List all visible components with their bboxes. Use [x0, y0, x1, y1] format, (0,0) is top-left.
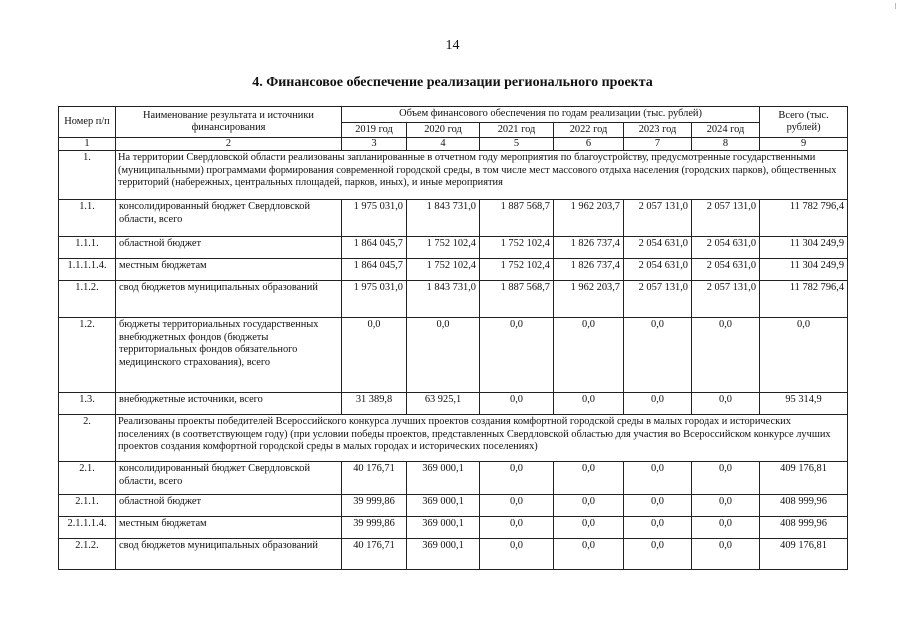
row-name: внебюджетные источники, всего [116, 393, 342, 415]
column-number: 5 [480, 138, 554, 151]
section-description: Реализованы проекты победителей Всероссийского конкурса лучших проектов создания комфортной городской среды в малых городах и исторических поселениях (в соответствующем году) (при условии победы проектов, представленных Свердловской областью для участия во Всероссийском конкурсе лучших проектов создания комфортной городской среды в малых городах и исторических поселениях) [116, 415, 848, 462]
value-2020: 1 843 731,0 [407, 281, 480, 318]
value-2021: 0,0 [480, 517, 554, 539]
value-2020: 369 000,1 [407, 462, 480, 495]
header-year: 2021 год [480, 122, 554, 138]
header-num: Номер п/п [59, 107, 116, 138]
header-year: 2023 год [624, 122, 692, 138]
value-2019: 31 389,8 [342, 393, 407, 415]
row-number: 1.1.2. [59, 281, 116, 318]
financing-table [58, 106, 848, 570]
value-2023: 2 057 131,0 [624, 200, 692, 237]
table-row [59, 281, 848, 318]
value-2023: 2 057 131,0 [624, 281, 692, 318]
value-total: 11 782 796,4 [760, 200, 848, 237]
value-2021: 1 887 568,7 [480, 281, 554, 318]
row-number: 1. [59, 151, 116, 200]
value-2023: 0,0 [624, 495, 692, 517]
value-total: 0,0 [760, 318, 848, 393]
value-total: 409 176,81 [760, 462, 848, 495]
row-name: свод бюджетов муниципальных образований [116, 539, 342, 570]
financing-table-wrapper [58, 106, 847, 570]
header-name: Наименование результата и источники финансирования [116, 107, 342, 138]
column-number: 8 [692, 138, 760, 151]
value-total: 95 314,9 [760, 393, 848, 415]
value-2023: 2 054 631,0 [624, 259, 692, 281]
table-row [59, 517, 848, 539]
row-name: бюджеты территориальных государственных внебюджетных фондов (бюджеты территориальных фондов обязательного медицинского страхования), всего [116, 318, 342, 393]
value-2024: 2 057 131,0 [692, 200, 760, 237]
value-2023: 0,0 [624, 517, 692, 539]
value-total: 11 782 796,4 [760, 281, 848, 318]
column-number: 3 [342, 138, 407, 151]
value-2024: 0,0 [692, 462, 760, 495]
row-number: 2. [59, 415, 116, 462]
value-2019: 1 975 031,0 [342, 200, 407, 237]
table-row [59, 318, 848, 393]
row-number: 1.3. [59, 393, 116, 415]
value-2019: 1 864 045,7 [342, 259, 407, 281]
value-total: 11 304 249,9 [760, 237, 848, 259]
value-2024: 2 054 631,0 [692, 259, 760, 281]
table-row [59, 495, 848, 517]
value-2022: 0,0 [554, 495, 624, 517]
header-total: Всего (тыс. рублей) [760, 107, 848, 138]
value-2024: 0,0 [692, 318, 760, 393]
value-2023: 0,0 [624, 539, 692, 570]
value-2024: 0,0 [692, 495, 760, 517]
row-name: областной бюджет [116, 237, 342, 259]
value-2020: 369 000,1 [407, 539, 480, 570]
table-row [59, 462, 848, 495]
value-2020: 0,0 [407, 318, 480, 393]
row-number: 1.2. [59, 318, 116, 393]
section-title: 4. Финансовое обеспечение реализации регионального проекта [252, 75, 653, 90]
header-row [59, 107, 848, 123]
column-number: 9 [760, 138, 848, 151]
header-volume: Объем финансового обеспечения по годам реализации (тыс. рублей) [342, 107, 760, 123]
table-row [59, 393, 848, 415]
value-2021: 0,0 [480, 539, 554, 570]
table-row [59, 539, 848, 570]
value-2021: 1 752 102,4 [480, 237, 554, 259]
column-number: 4 [407, 138, 480, 151]
table-row [59, 237, 848, 259]
header-year: 2024 год [692, 122, 760, 138]
value-2022: 0,0 [554, 318, 624, 393]
value-2020: 1 752 102,4 [407, 237, 480, 259]
value-2021: 0,0 [480, 318, 554, 393]
value-2023: 0,0 [624, 393, 692, 415]
section-description: На территории Свердловской области реализованы запланированные в отчетном году мероприятия по благоустройству, предусмотренные государственными (муниципальными) программами формирования современной городской среды, в том числе мест массового отдыха населения (городских парков), общественных территорий (набережных, центральных площадей, парков, иных), и иные мероприятия [116, 151, 848, 200]
table-row [59, 259, 848, 281]
value-2020: 369 000,1 [407, 495, 480, 517]
value-total: 408 999,96 [760, 517, 848, 539]
column-number: 6 [554, 138, 624, 151]
section-row [59, 415, 848, 462]
value-total: 11 304 249,9 [760, 259, 848, 281]
column-number: 2 [116, 138, 342, 151]
value-2019: 39 999,86 [342, 495, 407, 517]
row-name: свод бюджетов муниципальных образований [116, 281, 342, 318]
row-name: областной бюджет [116, 495, 342, 517]
column-numbers-row [59, 138, 848, 151]
value-2023: 0,0 [624, 318, 692, 393]
value-2022: 0,0 [554, 539, 624, 570]
row-name: местным бюджетам [116, 259, 342, 281]
value-2021: 0,0 [480, 462, 554, 495]
value-2024: 2 054 631,0 [692, 237, 760, 259]
value-2022: 1 962 203,7 [554, 281, 624, 318]
column-number: 7 [624, 138, 692, 151]
value-2020: 1 843 731,0 [407, 200, 480, 237]
header-year: 2022 год [554, 122, 624, 138]
value-2024: 2 057 131,0 [692, 281, 760, 318]
value-2022: 0,0 [554, 393, 624, 415]
value-2019: 1 864 045,7 [342, 237, 407, 259]
value-2021: 0,0 [480, 495, 554, 517]
value-2024: 0,0 [692, 393, 760, 415]
column-number: 1 [59, 138, 116, 151]
value-2022: 0,0 [554, 462, 624, 495]
value-2022: 1 826 737,4 [554, 259, 624, 281]
value-2022: 1 826 737,4 [554, 237, 624, 259]
row-name: местным бюджетам [116, 517, 342, 539]
value-2024: 0,0 [692, 539, 760, 570]
value-2019: 0,0 [342, 318, 407, 393]
row-name: консолидированный бюджет Свердловской области, всего [116, 462, 342, 495]
section-row [59, 151, 848, 200]
row-number: 1.1.1. [59, 237, 116, 259]
row-number: 2.1.1. [59, 495, 116, 517]
value-2020: 63 925,1 [407, 393, 480, 415]
value-2021: 1 887 568,7 [480, 200, 554, 237]
value-2023: 2 054 631,0 [624, 237, 692, 259]
value-total: 409 176,81 [760, 539, 848, 570]
value-2022: 0,0 [554, 517, 624, 539]
value-2022: 1 962 203,7 [554, 200, 624, 237]
row-number: 1.1.1.1.4. [59, 259, 116, 281]
table-row [59, 200, 848, 237]
value-2024: 0,0 [692, 517, 760, 539]
header-year: 2020 год [407, 122, 480, 138]
row-name: консолидированный бюджет Свердловской области, всего [116, 200, 342, 237]
value-2020: 1 752 102,4 [407, 259, 480, 281]
row-number: 2.1.2. [59, 539, 116, 570]
value-2019: 40 176,71 [342, 462, 407, 495]
page-number: 14 [445, 38, 460, 53]
value-2019: 40 176,71 [342, 539, 407, 570]
value-2021: 1 752 102,4 [480, 259, 554, 281]
row-number: 1.1. [59, 200, 116, 237]
row-number: 2.1.1.1.4. [59, 517, 116, 539]
header-year: 2019 год [342, 122, 407, 138]
value-2019: 1 975 031,0 [342, 281, 407, 318]
value-2019: 39 999,86 [342, 517, 407, 539]
row-number: 2.1. [59, 462, 116, 495]
value-2021: 0,0 [480, 393, 554, 415]
value-total: 408 999,96 [760, 495, 848, 517]
scan-artifact [895, 3, 896, 9]
value-2020: 369 000,1 [407, 517, 480, 539]
value-2023: 0,0 [624, 462, 692, 495]
